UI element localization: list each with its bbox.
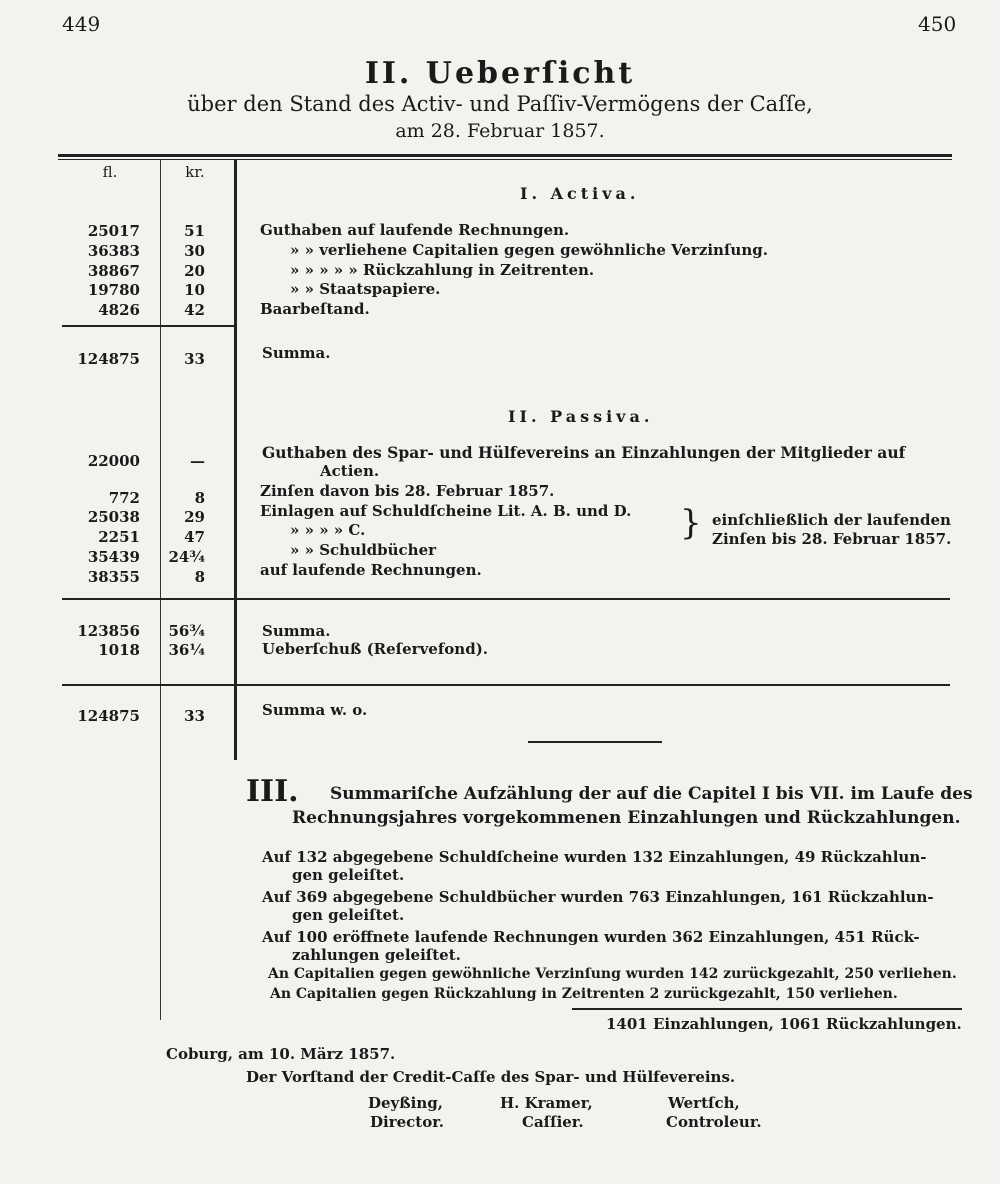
page-title: II. Ueberſicht bbox=[364, 56, 636, 91]
passiva-row-4-fl: 2251 bbox=[98, 528, 140, 546]
passiva-row-1-fl: 22000 bbox=[87, 452, 140, 470]
surplus-fl: 1018 bbox=[98, 641, 140, 659]
activa-row-4-fl: 19780 bbox=[87, 281, 140, 299]
ledger-border bbox=[234, 160, 237, 760]
passiva-row-6-fl: 38355 bbox=[87, 568, 140, 586]
passiva-row-2-fl: 772 bbox=[108, 489, 140, 507]
activa-row-5-text: Baarbeſtand. bbox=[260, 300, 370, 318]
activa-row-5-kr: 42 bbox=[184, 301, 205, 319]
section-3-item-3-line-2: zahlungen geleiſtet. bbox=[292, 946, 461, 964]
passiva-row-4-kr: 47 bbox=[184, 528, 205, 546]
passiva-sum-text: Summa. bbox=[262, 622, 331, 640]
signatory-3-role: Controleur. bbox=[666, 1113, 762, 1131]
passiva-row-3-kr: 29 bbox=[184, 508, 205, 526]
passiva-row-3-fl: 25038 bbox=[87, 508, 140, 526]
section-3-item-5-line-1: An Capitalien gegen Rückzahlung in Zeitrenten 2 zurückgezahlt, 150 verliehen. bbox=[270, 986, 898, 1002]
passiva-row-3-text: Einlagen auf Schuldſcheine Lit. A. B. und D. bbox=[260, 502, 632, 520]
signatory-2-role: Caſſier. bbox=[522, 1113, 584, 1131]
activa-row-2-text: » » verliehene Capitalien gegen gewöhnliche Verzinſung. bbox=[290, 241, 768, 259]
activa-sum-fl: 124875 bbox=[77, 350, 140, 368]
column-divider bbox=[160, 160, 161, 1020]
activa-row-3-text: » » » » » Rückzahlung in Zeitrenten. bbox=[290, 261, 595, 279]
section-3-item-2-line-2: gen geleiſtet. bbox=[292, 906, 405, 924]
top-thin-rule bbox=[58, 159, 952, 160]
signatory-3-name: Wertſch, bbox=[668, 1094, 740, 1112]
passiva-row-1-text: Guthaben des Spar- und Hülfevereins an Einzahlungen der Mitglieder auf bbox=[262, 443, 906, 462]
board-line: Der Vorſtand der Credit-Caſſe des Spar- und Hülfevereins. bbox=[246, 1068, 736, 1086]
section-3-total: 1401 Einzahlungen, 1061 Rückzahlungen. bbox=[606, 1015, 962, 1033]
section-3-heading-line-1: Summariſche Aufzählung der auf die Capitel I bis VII. im Laufe des bbox=[330, 784, 973, 804]
activa-sum-kr: 33 bbox=[184, 350, 205, 368]
activa-row-2-fl: 36383 bbox=[87, 242, 140, 260]
activa-heading: I. Activa. bbox=[520, 184, 640, 203]
signatory-2-name: H. Kramer, bbox=[500, 1094, 593, 1112]
activa-row-1-fl: 25017 bbox=[87, 222, 140, 240]
section-3-item-3-line-1: Auf 100 eröffnete laufende Rechnungen wurden 362 Einzahlungen, 451 Rück- bbox=[262, 928, 920, 946]
activa-row-4-kr: 10 bbox=[184, 281, 205, 299]
section-3-heading-line-2: Rechnungsjahres vorgekommenen Einzahlungen und Rückzahlungen. bbox=[292, 808, 961, 828]
total-fl: 124875 bbox=[77, 707, 140, 725]
total-text: Summa w. o. bbox=[262, 701, 368, 719]
activa-row-4-text: » » Staatspapiere. bbox=[290, 280, 441, 298]
brace-note-line-1: einſchließlich der laufenden bbox=[712, 511, 951, 529]
passiva-row-5-fl: 35439 bbox=[87, 548, 140, 566]
surplus-text: Ueberſchuß (Reſervefond). bbox=[262, 640, 489, 658]
passiva-row-5-kr: 24¾ bbox=[168, 548, 205, 566]
section-3-total-rule bbox=[572, 1008, 962, 1010]
signatory-1-name: Deyßing, bbox=[368, 1094, 443, 1112]
section-3-item-4-line-1: An Capitalien gegen gewöhnliche Verzinſung wurden 142 zurückgezahlt, 250 verliehen. bbox=[268, 966, 957, 982]
page-number-right: 450 bbox=[918, 12, 957, 36]
section-3-numeral: III. bbox=[246, 774, 299, 809]
passiva-row-6-text: auf laufende Rechnungen. bbox=[260, 561, 482, 579]
passiva-row-6-kr: 8 bbox=[194, 568, 205, 586]
activa-row-1-text: Guthaben auf laufende Rechnungen. bbox=[260, 221, 570, 239]
activa-row-3-kr: 20 bbox=[184, 262, 205, 280]
signatory-1-role: Director. bbox=[370, 1113, 444, 1131]
page-number-left: 449 bbox=[62, 12, 101, 36]
activa-row-1-kr: 51 bbox=[184, 222, 205, 240]
activa-sum-text: Summa. bbox=[262, 344, 331, 362]
passiva-sum-rule bbox=[62, 598, 950, 600]
total-rule bbox=[62, 684, 950, 686]
column-header-kr: kr. bbox=[185, 163, 205, 181]
passiva-sum-kr: 56¾ bbox=[168, 622, 205, 640]
place-date: Coburg, am 10. März 1857. bbox=[166, 1045, 396, 1063]
column-header-fl: fl. bbox=[102, 163, 118, 181]
section-separator bbox=[528, 741, 662, 743]
brace-symbol: } bbox=[680, 503, 702, 543]
passiva-heading: II. Passiva. bbox=[508, 407, 654, 426]
passiva-row-1-text-cont: Actien. bbox=[320, 462, 380, 480]
section-3-item-1-line-1: Auf 132 abgegebene Schuldſcheine wurden 132 Einzahlungen, 49 Rückzahlun- bbox=[262, 848, 927, 866]
passiva-row-4-text: » » » » C. bbox=[290, 521, 366, 539]
passiva-row-2-text: Zinſen davon bis 28. Februar 1857. bbox=[260, 482, 555, 500]
activa-row-2-kr: 30 bbox=[184, 242, 205, 260]
page-date: am 28. Februar 1857. bbox=[395, 120, 605, 142]
activa-row-5-fl: 4826 bbox=[98, 301, 140, 319]
passiva-row-5-text: » » Schuldbücher bbox=[290, 541, 437, 559]
passiva-sum-fl: 123856 bbox=[77, 622, 140, 640]
section-3-item-2-line-1: Auf 369 abgegebene Schuldbücher wurden 763 Einzahlungen, 161 Rückzahlun- bbox=[262, 888, 934, 906]
section-3-item-1-line-2: gen geleiſtet. bbox=[292, 866, 405, 884]
activa-row-3-fl: 38867 bbox=[87, 262, 140, 280]
page-subtitle: über den Stand des Activ- und Paſſiv-Vermögens der Caſſe, bbox=[187, 92, 813, 116]
brace-note-line-2: Zinſen bis 28. Februar 1857. bbox=[712, 530, 952, 548]
passiva-row-2-kr: 8 bbox=[194, 489, 205, 507]
activa-sum-rule bbox=[62, 325, 234, 327]
total-kr: 33 bbox=[184, 707, 205, 725]
surplus-kr: 36¼ bbox=[168, 641, 205, 659]
top-double-rule bbox=[58, 154, 952, 157]
passiva-row-1-kr: — bbox=[190, 452, 205, 470]
